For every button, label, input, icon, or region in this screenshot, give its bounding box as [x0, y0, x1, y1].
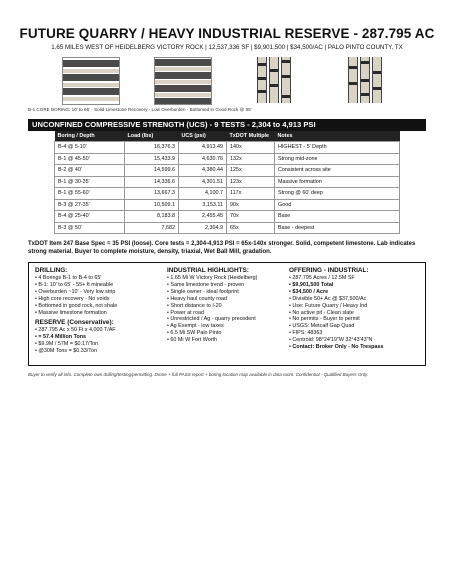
reserve-heading: RESERVE (Conservative):: [35, 319, 114, 327]
col-header: UCS (psi): [179, 131, 227, 142]
highlights-heading: INDUSTRIAL HIGHLIGHTS:: [167, 267, 249, 274]
list-item: • 4 Borings B-1 to B-4 to 65': [35, 275, 102, 281]
list-item: • Divisible 50+ Ac @ $37,500/Ac: [289, 295, 367, 302]
core-photo-2: [154, 57, 212, 105]
table-cell: 8,183.8: [125, 211, 179, 223]
table-cell: 2,304.9: [179, 222, 227, 234]
table-row: [55, 142, 400, 154]
list-item: • Bottomed in good rock, not shale: [35, 302, 118, 309]
table-row: [55, 153, 400, 165]
list-item: • 1.65 Mi W Victory Rock (Heidelberg): [167, 275, 258, 281]
drilling-section: [35, 267, 163, 355]
txdot-note: TxDOT Item 247 Base Spec = 35 PSI (loose). Core tests = 2,304-4,913 PSI = 65x-140x stronger. Solid, competent limestone. Lab indicates strong material. Buyer to complete moisture, density, triaxial, Wet Ball Mill, gradation.: [28, 241, 416, 255]
list-item: • No active pit - Clean slate: [289, 309, 354, 316]
table-cell: Consistent across site: [275, 165, 400, 177]
list-item: • = 57.4 Million Tons: [35, 334, 87, 341]
list-item: • $9.9M / 57M = $0.17/Ton: [35, 341, 99, 348]
table-cell: 123x: [227, 176, 275, 188]
table-row: [55, 188, 400, 200]
table-row: [55, 176, 400, 188]
list-item: • USGS: Metcalf Gap Quad: [289, 323, 355, 330]
table-cell: 90x: [227, 199, 275, 211]
drilling-heading: DRILLING:: [35, 267, 68, 274]
list-item: • No permits - Buyer to permit: [289, 316, 360, 323]
table-cell: 4,301.51: [179, 176, 227, 188]
list-item: • Unrestricted / Ag - quarry precedent: [167, 316, 256, 323]
list-item: • Short distance to I-20: [167, 302, 222, 309]
table-cell: 16,376.3: [125, 142, 179, 154]
core-photo-4: [346, 57, 382, 103]
highlights-section: [167, 267, 289, 344]
table-cell: B-2 @ 40': [55, 165, 125, 177]
table-cell: 125x: [227, 165, 275, 177]
list-item: • Heavy haul county road: [167, 295, 228, 302]
offering-heading: OFFERING - INDUSTRIAL:: [289, 267, 369, 274]
list-item: • Power at road: [167, 309, 204, 316]
list-item: • B-1: 10' to 65' - 55+ ft mineable: [35, 281, 114, 288]
table-cell: 14,336.6: [125, 176, 179, 188]
table-cell: B-1 @ 30-35': [55, 176, 125, 188]
table-cell: Base - deepest: [275, 222, 400, 234]
table-cell: B-4 @ 5-10': [55, 142, 125, 154]
list-item: • High core recovery - No voids: [35, 295, 110, 302]
col-header: TxDOT Multiple: [227, 131, 275, 142]
list-item: • FIPS: 48363: [289, 330, 323, 337]
table-cell: HIGHEST - 5' Depth: [275, 142, 400, 154]
page-subtitle: 1.65 MILES WEST OF HEIDELBERG VICTORY ROCK | 12,537,336 SF | $9,901,500 | $34,500/AC | PALO PINTO COUNTY, TX: [51, 44, 403, 51]
table-row: [55, 211, 400, 223]
photo-caption: B-1 CORE BORING: 10' to 65' - Solid Limestone Recovery - Low Overburden - Bottomed in Good Rock @ 65': [28, 107, 252, 112]
page-title: FUTURE QUARRY / HEAVY INDUSTRIAL RESERVE - 287.795 AC: [19, 26, 435, 41]
table-cell: Base: [275, 211, 400, 223]
table-cell: 15,433.9: [125, 153, 179, 165]
table-cell: Massive formation: [275, 176, 400, 188]
table-cell: 140x: [227, 142, 275, 154]
table-row: [55, 199, 400, 211]
table-cell: 65x: [227, 222, 275, 234]
table-cell: 4,380.44: [179, 165, 227, 177]
table-cell: B-4 @ 25-40': [55, 211, 125, 223]
table-cell: 7,682: [125, 222, 179, 234]
table-cell: 13,667.3: [125, 188, 179, 200]
table-cell: 3,153.11: [179, 199, 227, 211]
list-item: • Massive limestone formation: [35, 309, 107, 316]
offering-section: [289, 267, 423, 351]
table-cell: B-1 @ 55-60': [55, 188, 125, 200]
table-row: [55, 165, 400, 177]
list-item: • Contact: Broker Only - No Trespass: [289, 344, 384, 351]
list-item: • Ag Exempt - low taxes: [167, 323, 224, 330]
list-item: • Same limestone trend - proven: [167, 281, 245, 288]
table-cell: 4,630.76: [179, 153, 227, 165]
list-item: • Overburden ~10' - Very low strip: [35, 288, 116, 295]
info-box: [28, 262, 426, 366]
col-header: Boring / Depth: [55, 131, 125, 142]
ucs-banner: UNCONFINED COMPRESSIVE STRENGTH (UCS) - 9 TESTS - 2,304 to 4,913 PSI: [28, 119, 426, 131]
table-cell: 70x: [227, 211, 275, 223]
core-photo-1: [62, 57, 120, 105]
table-cell: 117x: [227, 188, 275, 200]
table-cell: B-3 @ 50': [55, 222, 125, 234]
col-header: Load (lbs): [125, 131, 179, 142]
list-item: • 287.795 Ac x 50 Ft x 4,000 T/AF: [35, 327, 116, 334]
list-item: • $34,500 / Acre: [289, 288, 329, 295]
list-item: • 6.5 Mi SW Palo Pinto: [167, 330, 222, 337]
ucs-table: [54, 131, 400, 234]
table-cell: B-3 @ 27-35': [55, 199, 125, 211]
list-item: • Use: Future Quarry / Heavy Ind: [289, 302, 368, 309]
table-cell: B-1 @ 45-50': [55, 153, 125, 165]
table-cell: 132x: [227, 153, 275, 165]
list-item: • 60 Mi W Fort Worth: [167, 337, 218, 344]
table-cell: Good: [275, 199, 400, 211]
footer-disclaimer: Buyer to verify all info. Complete own drilling/testing/permitting. Drone + full PASS report + boring location map available in data room. Confidential - Qualified Buyers Only.: [28, 372, 369, 377]
table-cell: 4,913.49: [179, 142, 227, 154]
col-header: Notes: [275, 131, 400, 142]
table-row: [55, 222, 400, 234]
table-cell: 4,100.7: [179, 188, 227, 200]
list-item: • Single owner - ideal footprint: [167, 288, 239, 295]
list-item: • $9,901,500 Total: [289, 281, 334, 288]
table-cell: Strong @ 60' deep: [275, 188, 400, 200]
table-cell: 2,455.45: [179, 211, 227, 223]
core-photo-3: [255, 57, 291, 103]
list-item: • 287.795 Acres / 12.5M SF: [289, 275, 355, 281]
ucs-header-row: [55, 131, 400, 142]
table-cell: 14,599.6: [125, 165, 179, 177]
table-cell: Strong mid-zone: [275, 153, 400, 165]
list-item: • Centroid: 98°24'19"W 32°43'43"N: [289, 337, 373, 344]
list-item: • @30M Tons = $0.33/Ton: [35, 348, 97, 355]
table-cell: 10,509.1: [125, 199, 179, 211]
